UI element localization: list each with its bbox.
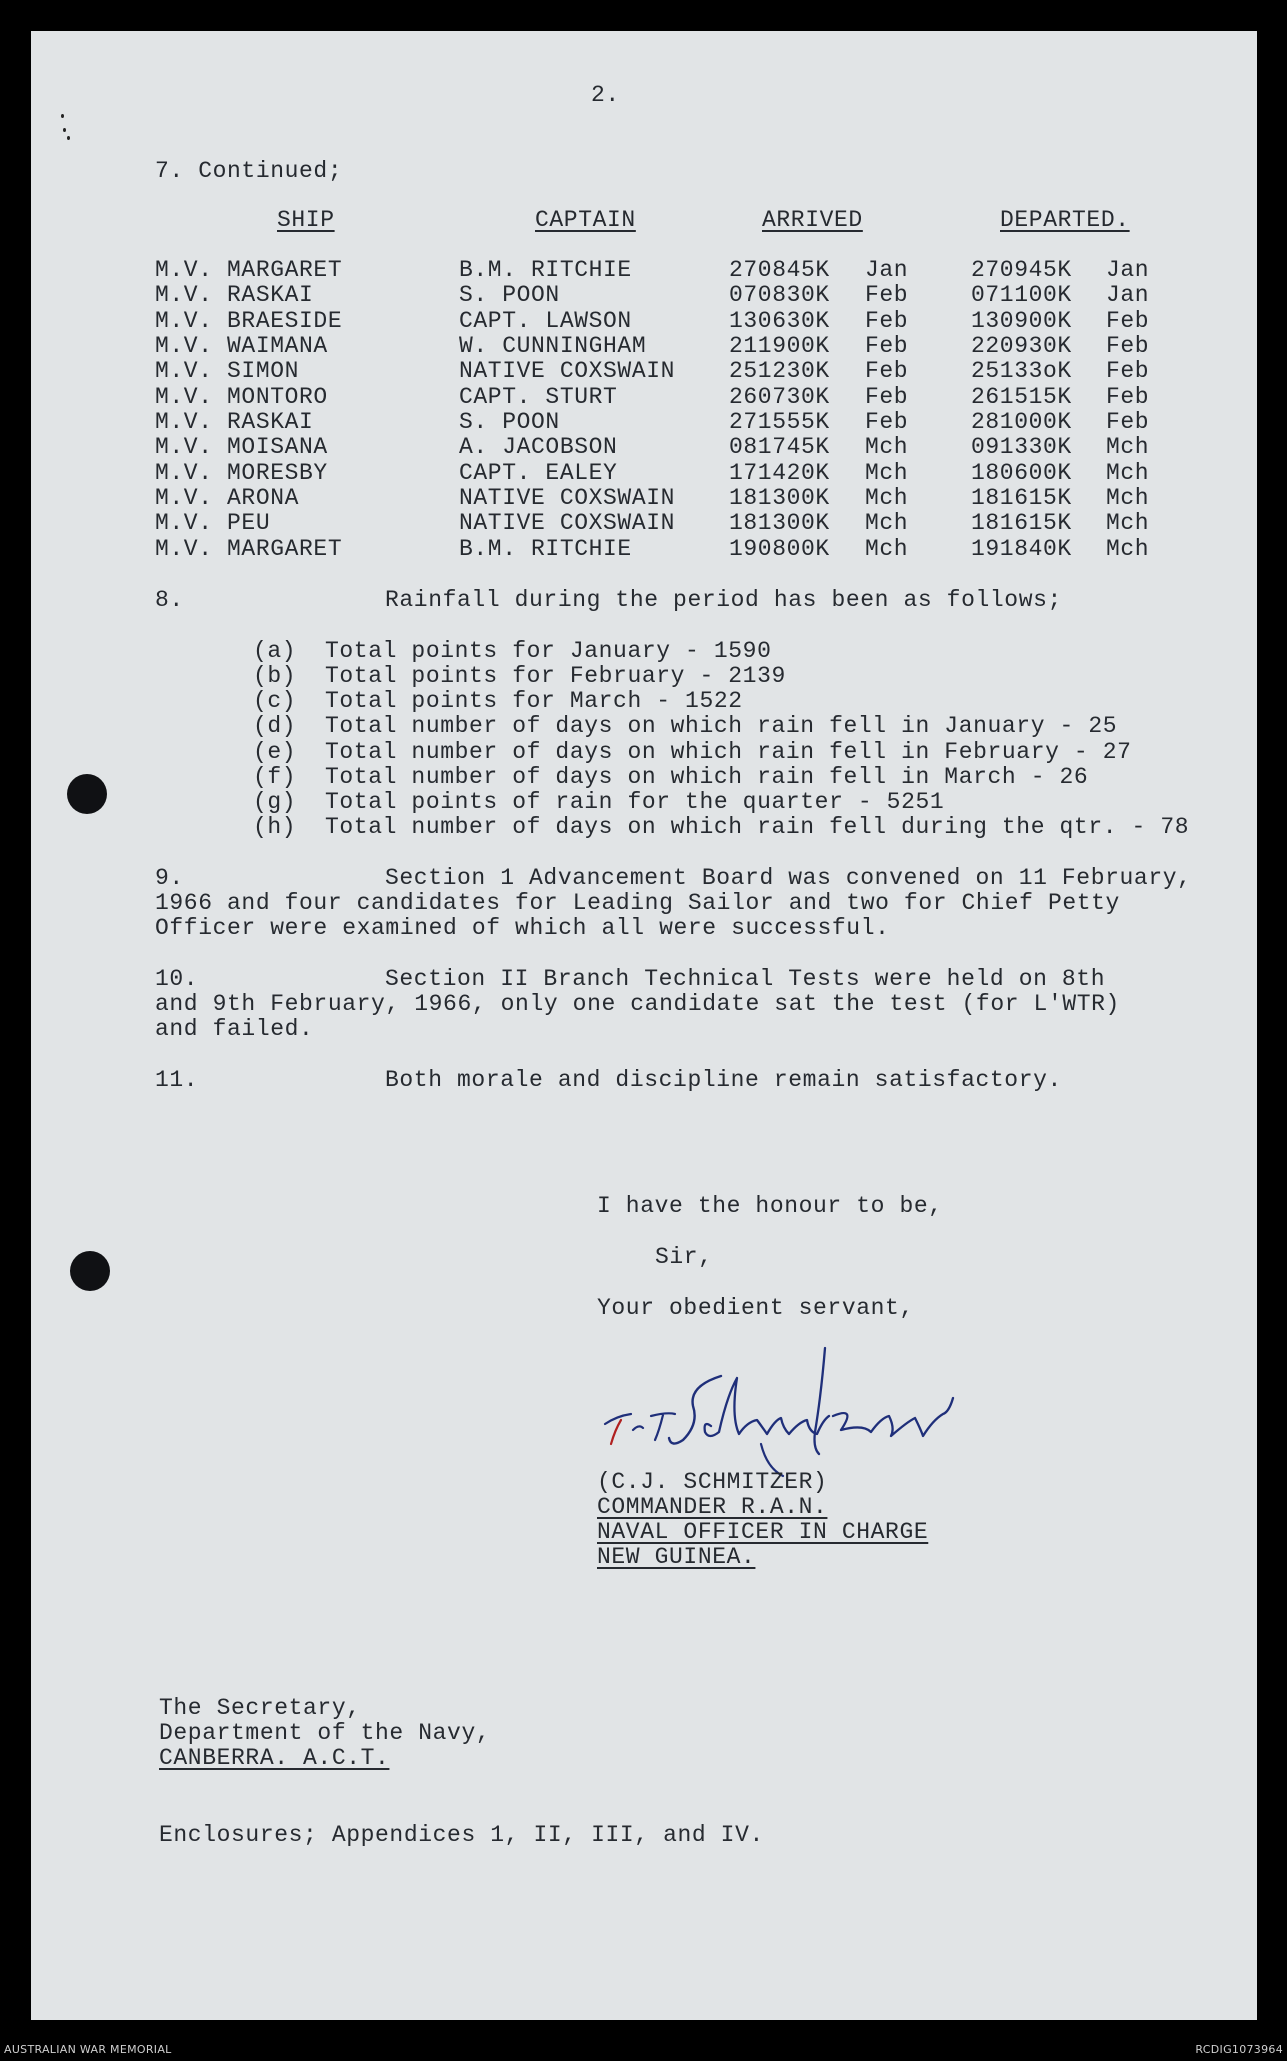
cell-arrived-time: 181300K — [729, 510, 830, 536]
cell-arrived-month: Mch — [865, 510, 909, 536]
cell-arrived-month: Feb — [865, 409, 909, 435]
cell-arrived-time: 260730K — [729, 384, 830, 410]
footer-reference-code: RCDIG1073964 — [1195, 2043, 1283, 2056]
section-11-number: 11. — [155, 1067, 199, 1093]
rainfall-item: Total number of days on which rain fell in March - 26 — [325, 764, 1089, 790]
cell-arrived-month: Mch — [865, 434, 909, 460]
cell-ship: M.V. WAIMANA — [155, 333, 328, 359]
cell-arrived-time: 190800K — [729, 536, 830, 562]
cell-departed-time: 180600K — [971, 460, 1072, 486]
cell-captain: W. CUNNINGHAM — [459, 333, 647, 359]
cell-ship: M.V. MORESBY — [155, 460, 328, 486]
closing-honour: I have the honour to be, — [597, 1193, 943, 1219]
cell-arrived-month: Mch — [865, 536, 909, 562]
cell-departed-time: 220930K — [971, 333, 1072, 359]
cell-ship: M.V. MONTORO — [155, 384, 328, 410]
rainfall-item: Total points for February - 2139 — [325, 663, 786, 689]
cell-arrived-month: Mch — [865, 485, 909, 511]
cell-arrived-time: 251230K — [729, 358, 830, 384]
cell-arrived-time: 270845K — [729, 257, 830, 283]
cell-captain: S. POON — [459, 409, 560, 435]
cell-arrived-time: 271555K — [729, 409, 830, 435]
cell-arrived-time: 081745K — [729, 434, 830, 460]
rainfall-label: (e) — [253, 739, 297, 765]
cell-departed-month: Mch — [1106, 510, 1150, 536]
cell-captain: A. JACOBSON — [459, 434, 618, 460]
paper-speck — [63, 128, 66, 132]
cell-arrived-time: 130630K — [729, 308, 830, 334]
cell-captain: CAPT. LAWSON — [459, 308, 632, 334]
rainfall-item: Total number of days on which rain fell during the qtr. - 78 — [325, 814, 1190, 840]
cell-departed-month: Mch — [1106, 485, 1150, 511]
cell-departed-time: 071100K — [971, 282, 1072, 308]
cell-ship: M.V. RASKAI — [155, 409, 314, 435]
cell-departed-time: 270945K — [971, 257, 1072, 283]
cell-arrived-month: Feb — [865, 282, 909, 308]
cell-ship: M.V. ARONA — [155, 485, 300, 511]
punch-hole — [70, 1251, 110, 1291]
cell-departed-month: Jan — [1106, 257, 1150, 283]
header-departed: DEPARTED. — [1000, 207, 1130, 233]
cell-arrived-month: Feb — [865, 358, 909, 384]
signatory-location: NEW GUINEA. — [597, 1544, 756, 1570]
section-10-line-1: Section II Branch Technical Tests were held on 8th — [385, 966, 1106, 992]
cell-ship: M.V. MOISANA — [155, 434, 328, 460]
rainfall-label: (b) — [253, 663, 297, 689]
cell-departed-month: Mch — [1106, 434, 1150, 460]
cell-captain: B.M. RITCHIE — [459, 257, 632, 283]
header-ship: SHIP — [277, 207, 335, 233]
cell-captain: CAPT. STURT — [459, 384, 618, 410]
cell-arrived-time: 181300K — [729, 485, 830, 511]
section-8-intro: Rainfall during the period has been as follows; — [385, 587, 1062, 613]
page-number: 2. — [591, 82, 620, 108]
cell-departed-time: 181615K — [971, 510, 1072, 536]
punch-hole — [67, 774, 107, 814]
cell-arrived-month: Feb — [865, 384, 909, 410]
cell-departed-month: Feb — [1106, 384, 1150, 410]
cell-arrived-month: Mch — [865, 460, 909, 486]
section-10-number: 10. — [155, 966, 199, 992]
rainfall-label: (c) — [253, 688, 297, 714]
section-8-number: 8. — [155, 587, 184, 613]
closing-servant: Your obedient servant, — [597, 1295, 914, 1321]
paper-speck — [67, 136, 70, 140]
cell-ship: M.V. SIMON — [155, 358, 300, 384]
section-9-line-1: Section 1 Advancement Board was convened on 11 February, — [385, 865, 1192, 891]
cell-departed-time: 261515K — [971, 384, 1072, 410]
rainfall-label: (d) — [253, 713, 297, 739]
section-10-line-2: and 9th February, 1966, only one candidate sat the test (for L'WTR) — [155, 991, 1120, 1017]
cell-arrived-time: 211900K — [729, 333, 830, 359]
cell-departed-month: Feb — [1106, 333, 1150, 359]
rainfall-item: Total points for March - 1522 — [325, 688, 743, 714]
rainfall-item: Total number of days on which rain fell in February - 27 — [325, 739, 1132, 765]
cell-captain: NATIVE COXSWAIN — [459, 358, 676, 384]
rainfall-item: Total points for January - 1590 — [325, 638, 772, 664]
addressee-line-1: The Secretary, — [159, 1695, 361, 1721]
cell-ship: M.V. RASKAI — [155, 282, 314, 308]
section-9-number: 9. — [155, 865, 184, 891]
section-10-line-3: and failed. — [155, 1016, 314, 1042]
continued-heading: 7. Continued; — [155, 158, 343, 184]
enclosures: Enclosures; Appendices 1, II, III, and IV. — [159, 1822, 764, 1848]
cell-captain: NATIVE COXSWAIN — [459, 510, 676, 536]
cell-captain: NATIVE COXSWAIN — [459, 485, 676, 511]
rainfall-item: Total number of days on which rain fell in January - 25 — [325, 713, 1118, 739]
signatory-rank: COMMANDER R.A.N. — [597, 1494, 828, 1520]
addressee-line-3: CANBERRA. A.C.T. — [159, 1745, 390, 1771]
cell-ship: M.V. MARGARET — [155, 257, 343, 283]
cell-departed-time: 281000K — [971, 409, 1072, 435]
rainfall-label: (f) — [253, 764, 297, 790]
cell-departed-month: Mch — [1106, 460, 1150, 486]
header-captain: CAPTAIN — [535, 207, 636, 233]
cell-arrived-time: 171420K — [729, 460, 830, 486]
cell-ship: M.V. MARGARET — [155, 536, 343, 562]
addressee-line-2: Department of the Navy, — [159, 1720, 491, 1746]
signatory-name: (C.J. SCHMITZER) — [597, 1469, 828, 1495]
cell-ship: M.V. PEU — [155, 510, 271, 536]
cell-departed-time: 091330K — [971, 434, 1072, 460]
paper-speck — [61, 114, 64, 118]
cell-captain: S. POON — [459, 282, 560, 308]
cell-arrived-month: Jan — [865, 257, 909, 283]
cell-captain: B.M. RITCHIE — [459, 536, 632, 562]
footer-archive-name: AUSTRALIAN WAR MEMORIAL — [4, 2043, 172, 2056]
document-page — [31, 31, 1257, 2020]
rainfall-label: (g) — [253, 789, 297, 815]
section-11-text: Both morale and discipline remain satisfactory. — [385, 1067, 1062, 1093]
cell-arrived-month: Feb — [865, 308, 909, 334]
cell-arrived-time: 070830K — [729, 282, 830, 308]
cell-departed-month: Mch — [1106, 536, 1150, 562]
cell-departed-month: Feb — [1106, 409, 1150, 435]
header-arrived: ARRIVED — [762, 207, 863, 233]
rainfall-label: (h) — [253, 814, 297, 840]
section-9-line-2: 1966 and four candidates for Leading Sailor and two for Chief Petty — [155, 890, 1120, 916]
handwritten-signature — [571, 1336, 991, 1486]
cell-captain: CAPT. EALEY — [459, 460, 618, 486]
cell-departed-time: 191840K — [971, 536, 1072, 562]
cell-departed-month: Feb — [1106, 358, 1150, 384]
signatory-title: NAVAL OFFICER IN CHARGE — [597, 1519, 929, 1545]
rainfall-label: (a) — [253, 638, 297, 664]
cell-departed-time: 130900K — [971, 308, 1072, 334]
cell-departed-time: 25133oK — [971, 358, 1072, 384]
closing-sir: Sir, — [655, 1244, 713, 1270]
cell-arrived-month: Feb — [865, 333, 909, 359]
cell-departed-time: 181615K — [971, 485, 1072, 511]
cell-departed-month: Jan — [1106, 282, 1150, 308]
section-9-line-3: Officer were examined of which all were successful. — [155, 915, 890, 941]
cell-departed-month: Feb — [1106, 308, 1150, 334]
cell-ship: M.V. BRAESIDE — [155, 308, 343, 334]
rainfall-item: Total points of rain for the quarter - 5251 — [325, 789, 945, 815]
